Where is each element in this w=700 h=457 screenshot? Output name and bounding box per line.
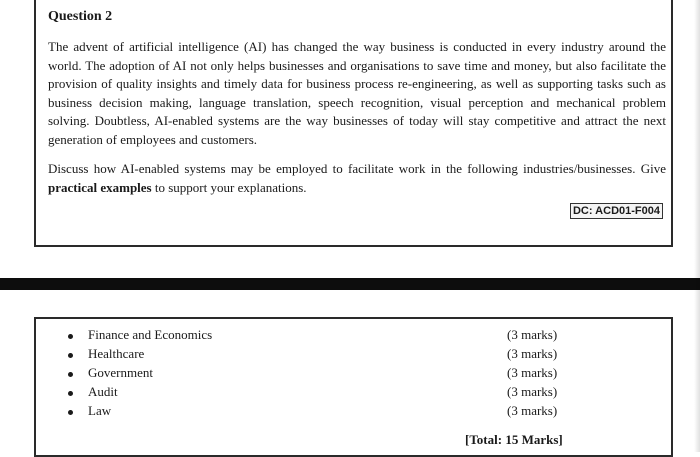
bullet-icon [68,372,73,377]
question-box [34,0,673,247]
list-item [36,384,671,407]
bullet-icon [68,391,73,396]
bullet-icon [68,410,73,415]
page-edge-shadow [694,0,700,452]
instruction-text-end: to support your explanations. [151,179,307,195]
question-instruction-paragraph [48,160,666,197]
item-label: Government [88,365,153,380]
item-label: Audit [88,384,118,399]
total-marks: [Total: 15 Marks] [465,432,563,447]
bullet-icon [68,334,73,339]
question-title: Question 2 [48,9,113,24]
item-marks: (3 marks) [507,327,558,342]
instruction-text-start: Discuss how AI-enabled systems may be employed to facilitate work in the following industries/businesses. Give [48,161,666,176]
page-divider [0,278,700,290]
item-marks: (3 marks) [507,346,558,361]
list-item [36,403,671,426]
item-label: Finance and Economics [88,327,213,342]
answer-page [0,290,700,452]
item-label: Healthcare [88,346,145,361]
question-intro-paragraph: The advent of artificial intelligence (AI) has changed the way business is conducted in every industry around the world. The adoption of AI not only helps businesses and organisations to save time and money, but also facilitate the provision of quality insights and timely data for business process re-engineering, as well as supporting tasks such as business decision making, language translation, speech recognition, visual perception and mechanical problem solving. Doubtless, AI-enabled systems are the way businesses of today will stay competitive and attract the next generation of employees and customers. [48,39,666,147]
item-marks: (3 marks) [507,384,558,399]
document-code-tag: DC: ACD01-F004 [570,203,663,219]
item-marks: (3 marks) [507,403,558,418]
bullet-icon [68,353,73,358]
item-label: Law [88,403,112,418]
industry-list-box [34,317,673,457]
item-marks: (3 marks) [507,365,558,380]
list-item [36,365,671,388]
instruction-emphasis: practical examples [48,179,152,195]
